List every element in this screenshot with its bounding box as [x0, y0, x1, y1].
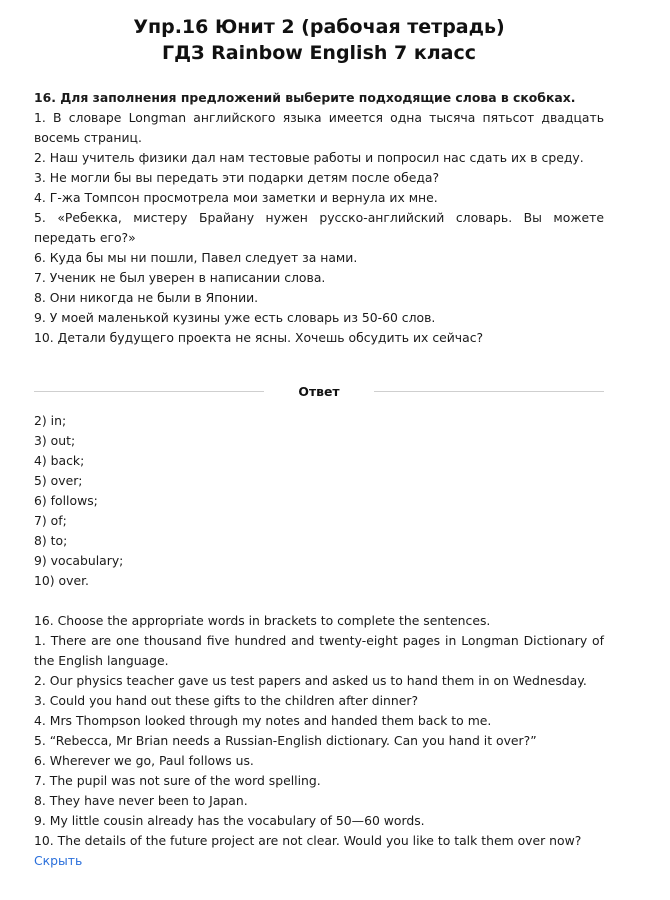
english-sentence: 5. “Rebecca, Mr Brian needs a Russian-English dictionary. Can you hand it over?” — [34, 733, 537, 748]
task-sentence: 4. Г-жа Томпсон просмотрела мои заметки и вернула их мне. — [34, 190, 438, 205]
answer-item: 4) back; — [34, 453, 85, 468]
hide-answer-link[interactable]: Скрыть — [34, 853, 83, 868]
task-sentence: 9. У моей маленькой кузины уже есть словарь из 50-60 слов. — [34, 310, 436, 325]
english-sentence: 9. My little cousin already has the vocabulary of 50—60 words. — [34, 813, 425, 828]
english-sentence: 3. Could you hand out these gifts to the children after dinner? — [34, 693, 419, 708]
task-english — [34, 611, 604, 851]
divider-line-right — [374, 391, 604, 392]
english-sentence: 10. The details of the future project are not clear. Would you like to talk them over now? — [34, 833, 582, 848]
title-line-1: Упр.16 Юнит 2 (рабочая тетрадь) — [133, 16, 505, 38]
task-sentence: 3. Не могли бы вы передать эти подарки детям после обеда? — [34, 170, 440, 185]
task-sentence: 7. Ученик не был уверен в написании слова. — [34, 270, 326, 285]
answer-item: 7) of; — [34, 513, 67, 528]
english-sentence: 4. Mrs Thompson looked through my notes and handed them back to me. — [34, 713, 492, 728]
answer-item: 2) in; — [34, 413, 67, 428]
answer-label: Ответ — [298, 384, 340, 399]
answer-item: 8) to; — [34, 533, 68, 548]
answer-item: 5) over; — [34, 473, 83, 488]
task-sentence: 10. Детали будущего проекта не ясны. Хочешь обсудить их сейчас? — [34, 330, 484, 345]
answer-item: 6) follows; — [34, 493, 98, 508]
task-heading: 16. Для заполнения предложений выберите подходящие слова в скобках. — [34, 90, 576, 105]
page — [34, 0, 604, 871]
task-sentence: 5. «Ребекка, мистеру Брайану нужен русско-английский словарь. Вы можете передать его?» — [34, 210, 604, 245]
english-sentence: 8. They have never been to Japan. — [34, 793, 248, 808]
page-title — [34, 14, 604, 66]
task-sentence: 1. В словаре Longman английского языка имеется одна тысяча пятьсот двадцать восемь страниц. — [34, 110, 604, 145]
answer-list — [34, 411, 604, 591]
title-line-2: ГДЗ Rainbow English 7 класс — [161, 42, 477, 64]
divider-line-left — [34, 391, 264, 392]
task-russian — [34, 88, 604, 348]
task-sentence: 8. Они никогда не были в Японии. — [34, 290, 259, 305]
answer-item: 3) out; — [34, 433, 76, 448]
answer-divider — [34, 381, 604, 401]
task-sentence: 2. Наш учитель физики дал нам тестовые работы и попросил нас сдать их в среду. — [34, 150, 584, 165]
task-sentence: 6. Куда бы мы ни пошли, Павел следует за нами. — [34, 250, 358, 265]
answer-item: 9) vocabulary; — [34, 553, 124, 568]
english-heading: 16. Choose the appropriate words in brackets to complete the sentences. — [34, 613, 491, 628]
english-sentence: 7. The pupil was not sure of the word spelling. — [34, 773, 321, 788]
english-sentence: 1. There are one thousand five hundred and twenty-eight pages in Longman Dictionary of the English language. — [34, 633, 604, 668]
english-sentence: 2. Our physics teacher gave us test papers and asked us to hand them in on Wednesday. — [34, 673, 587, 688]
answer-item: 10) over. — [34, 573, 89, 588]
english-sentence: 6. Wherever we go, Paul follows us. — [34, 753, 254, 768]
